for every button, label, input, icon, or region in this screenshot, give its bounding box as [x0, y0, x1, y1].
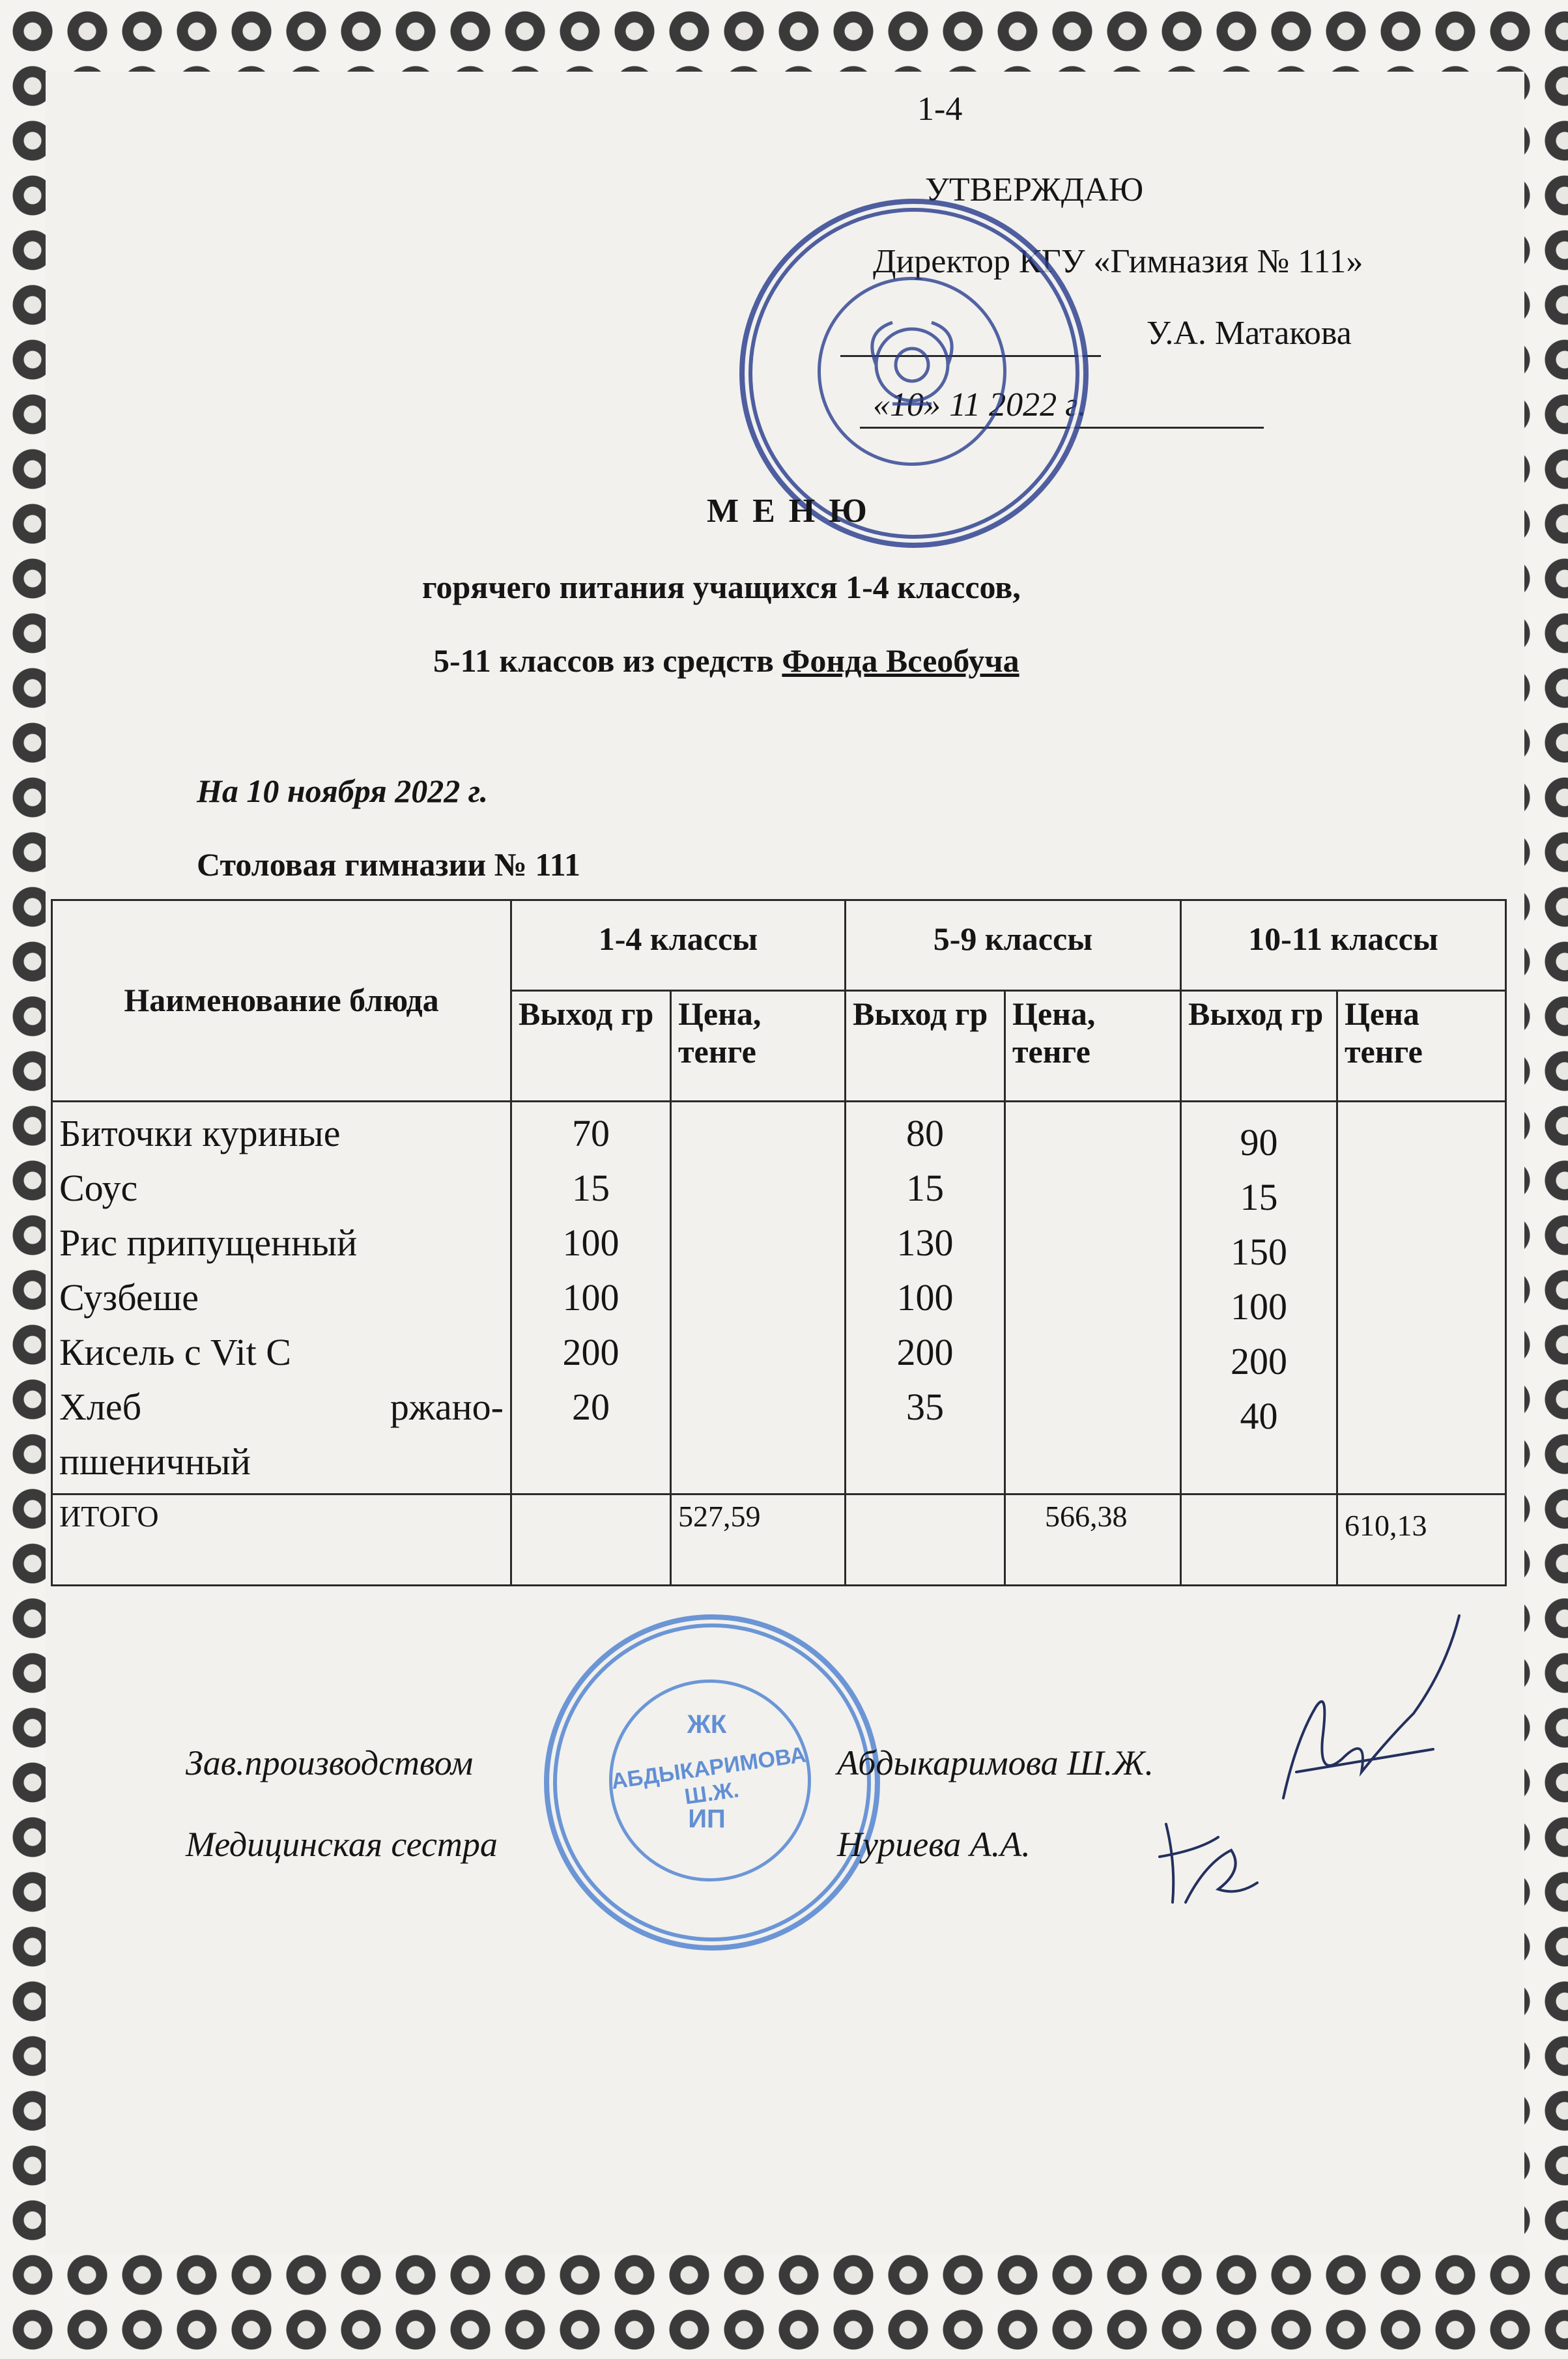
total-price-5-9: 566,38 [1005, 1494, 1181, 1586]
emblem-icon [857, 306, 967, 430]
list-item: Биточки куриные [59, 1112, 341, 1154]
group-header-5-9: 5-9 классы [846, 900, 1181, 991]
total-output-10-11 [1181, 1494, 1337, 1586]
subheader-output: Выход гр [1181, 991, 1337, 1102]
total-output-1-4 [511, 1494, 671, 1586]
subheader-output: Выход гр [511, 991, 671, 1102]
subheader-price: Цена, тенге [1005, 991, 1181, 1102]
approval-date: «10» 11 2022 г. [873, 386, 1087, 423]
approve-label: УТВЕРЖДАЮ [925, 171, 1144, 208]
stamp-text-top: ЖК [687, 1710, 727, 1739]
menu-title: М Е Н Ю [707, 493, 870, 530]
total-label: ИТОГО [52, 1494, 511, 1586]
list-item: Рис припущенный [59, 1222, 358, 1264]
stamp-text-bottom: ИП [688, 1805, 726, 1833]
total-row [52, 1494, 1506, 1586]
total-price-1-4: 527,59 [671, 1494, 846, 1586]
name-nurse: Нуриева А.А. [837, 1825, 1031, 1864]
dish-column-header: Наименование блюда [52, 900, 511, 1102]
fund-name: Фонда Всеобуча [782, 642, 1019, 679]
role-production-head: Зав.производством [186, 1743, 474, 1782]
dish-list [52, 1102, 511, 1494]
stamp-text-middle: АБДЫКАРИМОВА Ш.Ж. [610, 1742, 808, 1810]
subheader-price: Цена, тенге [671, 991, 846, 1102]
dishes-row [52, 1102, 1506, 1494]
subheader-output: Выход гр [846, 991, 1005, 1102]
signature-production-head [1257, 1609, 1472, 1811]
list-item: Сузбеше [59, 1276, 199, 1319]
list-item: Хлеб ржано- [59, 1386, 504, 1428]
signer-name: У.А. Матакова [1147, 315, 1352, 352]
price-5-9 [1005, 1102, 1181, 1494]
menu-date: На 10 ноября 2022 г. [197, 773, 489, 809]
price-10-11 [1337, 1102, 1506, 1494]
output-5-9: 80 15 130 100 200 35 [846, 1102, 1005, 1494]
list-item: пшеничный [59, 1440, 251, 1483]
name-production-head: Абдыкаримова Ш.Ж. [837, 1743, 1154, 1782]
group-header-10-11: 10-11 классы [1181, 900, 1506, 991]
role-nurse: Медицинская сестра [186, 1825, 498, 1864]
list-item: Соус [59, 1167, 138, 1209]
group-header-1-4: 1-4 классы [511, 900, 846, 991]
menu-table [51, 899, 1507, 1586]
table-header-row [52, 900, 1506, 991]
canteen-name: Столовая гимназии № 111 [197, 846, 580, 883]
total-price-10-11: 610,13 [1337, 1494, 1506, 1586]
output-10-11: 90 15 150 100 200 40 [1181, 1102, 1337, 1494]
subtitle-line2: 5-11 классов из средств Фонда Всеобуча [433, 642, 1019, 679]
director-line: Директор КГУ «Гимназия № 111» [873, 243, 1363, 280]
total-output-5-9 [846, 1494, 1005, 1586]
output-1-4: 70 15 100 100 200 20 [511, 1102, 671, 1494]
list-item: Кисель с Vit C [59, 1331, 291, 1373]
subheader-price: Цена тенге [1337, 991, 1506, 1102]
signature-nurse [1147, 1811, 1264, 1915]
page-mark: 1-4 [917, 91, 963, 128]
price-1-4 [671, 1102, 846, 1494]
subtitle-line1: горячего питания учащихся 1-4 классов, [422, 569, 1021, 605]
